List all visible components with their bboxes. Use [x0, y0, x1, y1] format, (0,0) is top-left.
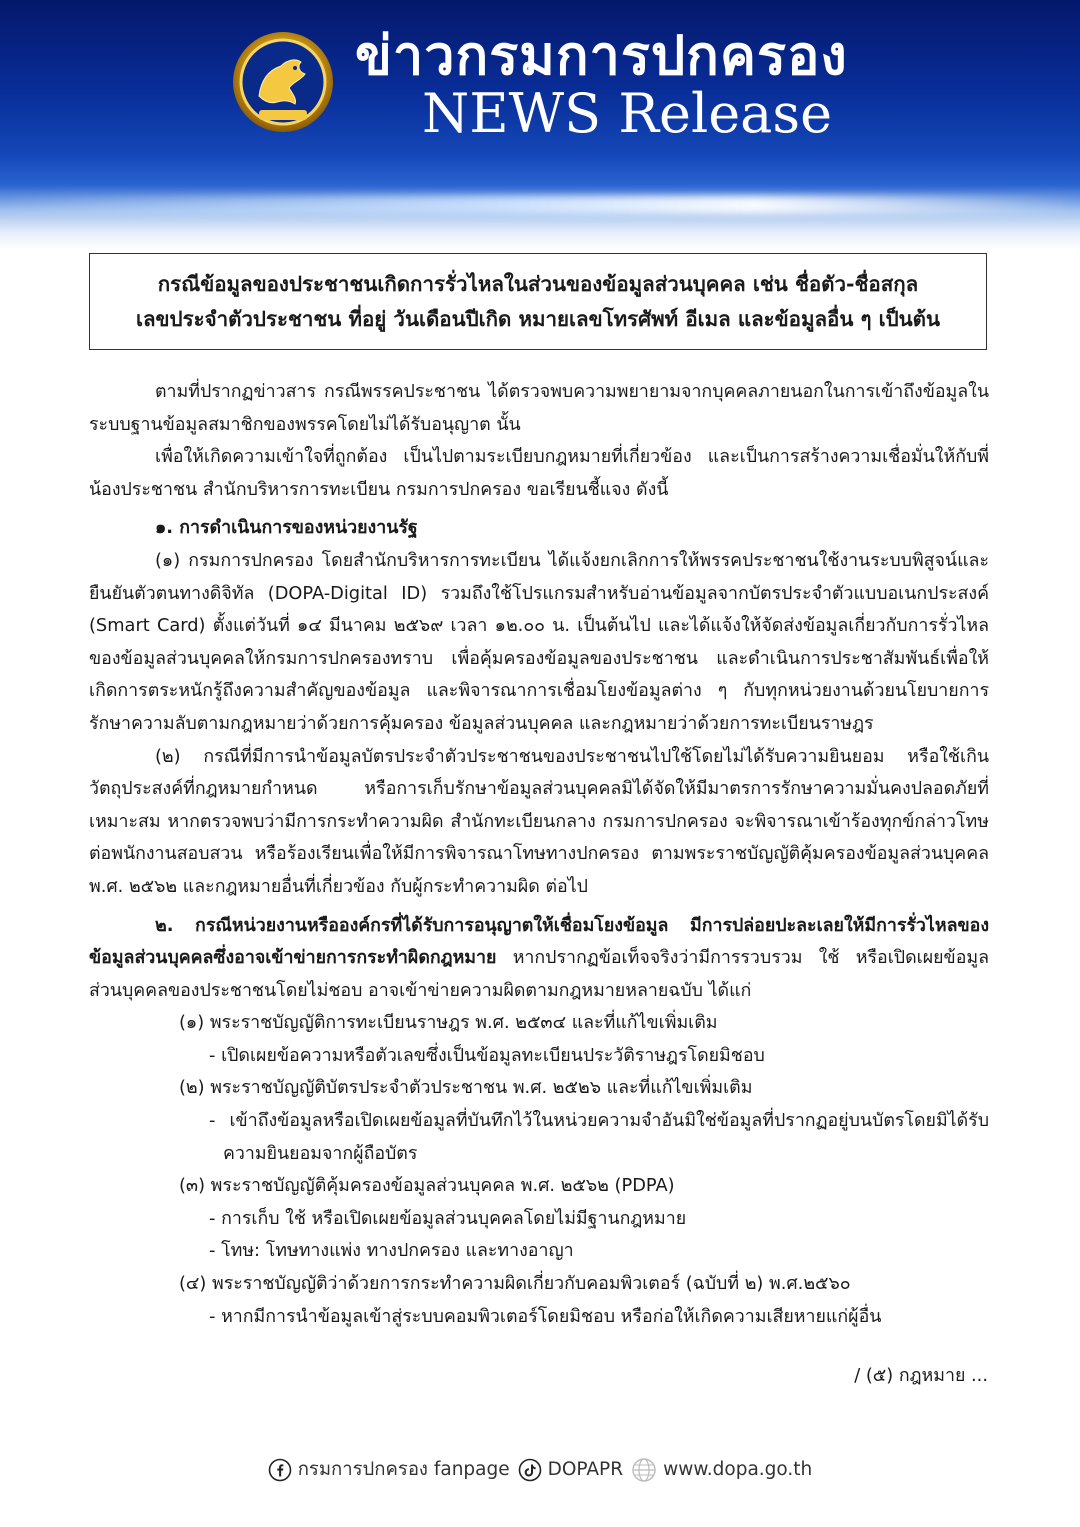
header-banner [0, 0, 1080, 250]
law-4-point-a: - หากมีการนำข้อมูลเข้าสู่ระบบคอมพิวเตอร์โดยมิชอบ หรือก่อให้เกิดความเสียหายแก่ผู้อื่น [209, 1305, 882, 1327]
law-2-point-a: - เข้าถึงข้อมูลหรือเปิดเผยข้อมูลที่บันทึกไว้ในหน่วยความจำอันมิใช่ข้อมูลที่ปรากฏอยู่บนบัตรโดยมิได้รับความยินยอมจากผู้ถือบัตร [209, 1110, 989, 1164]
tiktok-label: DOPAPR [547, 1459, 624, 1480]
banner-glow [0, 196, 1080, 214]
section-2-paragraph [89, 910, 989, 1008]
footer-website[interactable] [631, 1457, 812, 1483]
section-2-title: ๒. กรณีหน่วยงานหรือองค์กรที่ได้รับการอนุญาตให้เชื่อมโยงข้อมูล มีการปล่อยปะละเลยให้มีการรั่วไหลของข้อมูลส่วนบุคคลซึ่งอาจเข้าข่ายการกระทำผิดกฎหมาย [89, 914, 989, 969]
facebook-label: กรมการปกครอง fanpage [297, 1459, 510, 1480]
law-1: (๑) พระราชบัญญัติการทะเบียนราษฎร พ.ศ. ๒๕๓๔ และที่แก้ไขเพิ่มเติม [179, 1012, 718, 1034]
headline-box [89, 253, 987, 350]
section-1-item-2: (๒) กรณีที่มีการนำข้อมูลบัตรประจำตัวประชาชนของประชาชนไปใช้โดยไม่ได้รับความยินยอม หรือใช้เกินวัตถุประสงค์ที่กฎหมายกำหนด หรือการเก็บรักษาข้อมูลส่วนบุคคลมิได้จัดให้มีมาตรการรักษาความมั่นคงปลอดภัยที่เหมาะสม หากตรวจพบว่ามีการกระทำความผิด สำนักทะเบียนกลาง กรมการปกครอง จะพิจารณาเข้าร้องทุกข์กล่าวโทษต่อพนักงานสอบสวน หรือร้องเรียนเพื่อให้มีการพิจารณาโทษทางปกครอง ตามพระราชบัญญัติคุ้มครองข้อมูลส่วนบุคคล พ.ศ. ๒๕๖๒ และกฎหมายอื่นที่เกี่ยวข้อง กับผู้กระทำความผิด ต่อไป [89, 745, 989, 897]
tiktok-icon [518, 1458, 542, 1482]
footer-facebook[interactable] [268, 1455, 510, 1484]
law-3: (๓) พระราชบัญญัติคุ้มครองข้อมูลส่วนบุคคล พ.ศ. ๒๕๖๒ (PDPA) [179, 1175, 675, 1197]
law-1-point-a: - เปิดเผยข้อความหรือตัวเลขซึ่งเป็นข้อมูลทะเบียนประวัติราษฎรโดยมิชอบ [209, 1044, 765, 1066]
banner-title-thai: ข่าวกรมการปกครอง [355, 24, 848, 87]
article-body [89, 376, 989, 1333]
facebook-icon [268, 1458, 292, 1482]
website-label: www.dopa.go.th [663, 1459, 813, 1480]
footer [0, 1455, 1080, 1484]
continued-marker: / (๕) กฎหมาย ... [854, 1365, 988, 1386]
section-1-item-1: (๑) กรมการปกครอง โดยสำนักบริหารการทะเบียน ได้แจ้งยกเลิกการให้พรรคประชาชนใช้งานระบบพิสูจน์และยืนยันตัวตนทางดิจิทัล (DOPA-Digital ID) รวมถึงใช้โปรแกรมสำหรับอ่านข้อมูลจากบัตรประจำตัวแบบอเนกประสงค์ (Smart Card) ตั้งแต่วันที่ ๑๔ มีนาคม ๒๕๖๙ เวลา ๑๒.๐๐ น. เป็นต้นไป และได้แจ้งให้จัดส่งข้อมูลเกี่ยวกับการรั่วไหลของข้อมูลส่วนบุคคลให้กรมการปกครองทราบ เพื่อคุ้มครองข้อมูลของประชาชน และดำเนินการประชาสัมพันธ์เพื่อให้เกิดการตระหนักรู้ถึงความสำคัญของข้อมูล และพิจารณาการเชื่อมโยงข้อมูลต่าง ๆ กับทุกหน่วยงานด้วยนโยบายการรักษาความลับตามกฎหมายว่าด้วยการคุ้มครอง ข้อมูลส่วนบุคคล และกฎหมายว่าด้วยการทะเบียนราษฎร [89, 549, 989, 734]
law-3-point-b: - โทษ: โทษทางแพ่ง ทางปกครอง และทางอาญา [209, 1240, 574, 1262]
law-2: (๒) พระราชบัญญัติบัตรประจำตัวประชาชน พ.ศ. ๒๕๒๖ และที่แก้ไขเพิ่มเติม [179, 1077, 753, 1099]
intro-paragraph-2: เพื่อให้เกิดความเข้าใจที่ถูกต้อง เป็นไปตามระเบียบกฎหมายที่เกี่ยวข้อง และเป็นการสร้างความเชื่อมั่นให้กับพี่น้องประชาชน สำนักบริหารการทะเบียน กรมการปกครอง ขอเรียนชี้แจง ดังนี้ [89, 446, 989, 500]
dopa-seal-logo [231, 30, 335, 134]
footer-tiktok[interactable] [518, 1458, 623, 1482]
headline-line-1: กรณีข้อมูลของประชาชนเกิดการรั่วไหลในส่วนของข้อมูลส่วนบุคคล เช่น ชื่อตัว-ชื่อสกุล [157, 271, 919, 296]
intro-paragraph-1: ตามที่ปรากฏข่าวสาร กรณีพรรคประชาชน ได้ตรวจพบความพยายามจากบุคคลภายนอกในการเข้าถึงข้อมูลในระบบฐานข้อมูลสมาชิกของพรรคโดยไม่ได้รับอนุญาต นั้น [89, 381, 989, 435]
law-4: (๔) พระราชบัญญัติว่าด้วยการกระทำความผิดเกี่ยวกับคอมพิวเตอร์ (ฉบับที่ ๒) พ.ศ.๒๕๖๐ [179, 1273, 851, 1295]
law-3-point-a: - การเก็บ ใช้ หรือเปิดเผยข้อมูลส่วนบุคคลโดยไม่มีฐานกฎหมาย [209, 1207, 687, 1229]
headline-line-2: เลขประจำตัวประชาชน ที่อยู่ วันเดือนปีเกิด หมายเลขโทรศัพท์ อีเมล และข้อมูลอื่น ๆ เป็นต้น [135, 306, 941, 331]
globe-icon [631, 1457, 657, 1483]
section-1-title: ๑. การดำเนินการของหน่วยงานรัฐ [155, 517, 418, 539]
banner-title-english: NEWS Release [422, 82, 833, 145]
section-2-text: หากปรากฏข้อเท็จจริงว่ามีการรวบรวม ใช้ หรือเปิดเผยข้อมูลส่วนบุคคลของประชาชนโดยไม่ชอบ อาจเข้าข่ายความผิดตามกฎหมายหลายฉบับ ได้แก่ [89, 947, 989, 1001]
